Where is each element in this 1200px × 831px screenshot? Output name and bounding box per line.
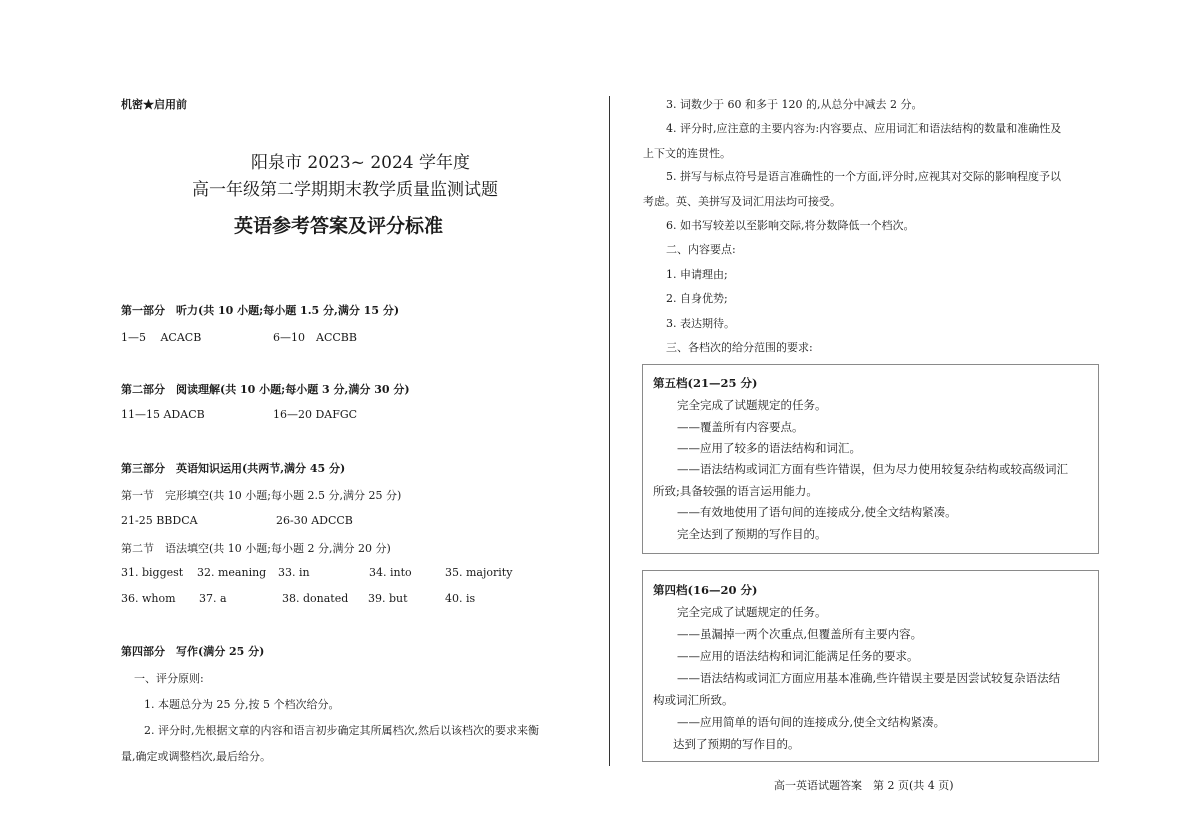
principle-2: 2. 评分时,先根据文章的内容和语言初步确定其所属档次,然后以该档次的要求来衡 — [144, 724, 539, 737]
title-exam: 高一年级第二学期期末教学质量监测试题 — [192, 180, 498, 200]
level5-box — [642, 364, 1099, 554]
level4-title: 第四档(16—20 分) — [653, 583, 758, 597]
principle-1: 1. 本题总分为 25 分,按 5 个档次给分。 — [144, 698, 340, 711]
grammar-answer: 40. is — [445, 592, 476, 605]
column-divider — [609, 96, 610, 766]
level4-line: 达到了预期的写作目的。 — [673, 737, 800, 751]
level4-line: ——语法结构或词汇方面应用基本准确,些许错误主要是因尝试较复杂语法结 — [677, 671, 1061, 685]
level4-box — [642, 570, 1099, 762]
part3-heading: 第三部分 英语知识运用(共两节,满分 45 分) — [121, 462, 346, 475]
grammar-answer: 32. meaning — [197, 566, 267, 579]
grammar-answer: 35. majority — [445, 566, 513, 579]
level5-line: ——有效地使用了语句间的连接成分,使全文结构紧凑。 — [677, 505, 957, 519]
principle-6: 6. 如书写较差以至影响交际,将分数降低一个档次。 — [666, 219, 915, 232]
level5-line: ——应用了较多的语法结构和词汇。 — [677, 441, 861, 455]
part1-answer: 1—5 ACACB — [121, 331, 202, 344]
content-point: 2. 自身优势; — [666, 292, 728, 305]
part1-heading: 第一部分 听力(共 10 小题;每小题 1.5 分,满分 15 分) — [121, 304, 400, 317]
points-title: 二、内容要点: — [666, 243, 736, 256]
level5-title: 第五档(21—25 分) — [653, 376, 758, 390]
grammar-answer: 38. donated — [282, 592, 349, 605]
level5-line: 完全完成了试题规定的任务。 — [677, 398, 827, 412]
level4-line: 完全完成了试题规定的任务。 — [677, 605, 827, 619]
principle-5-cont: 考虑。英、美拼写及词汇用法均可接受。 — [643, 195, 841, 208]
content-point: 1. 申请理由; — [666, 268, 728, 281]
part2-heading: 第二部分 阅读理解(共 10 小题;每小题 3 分,满分 30 分) — [121, 383, 410, 396]
confidential-label: 机密★启用前 — [121, 98, 187, 111]
grammar-answer: 33. in — [278, 566, 310, 579]
part3-section1-answer: 26-30 ADCCB — [276, 514, 353, 527]
level4-line: ——应用简单的语句间的连接成分,使全文结构紧凑。 — [677, 715, 946, 729]
principle-4-cont: 上下文的连贯性。 — [643, 147, 731, 160]
principle-5: 5. 拼写与标点符号是语言准确性的一个方面,评分时,应视其对交际的影响程度予以 — [666, 170, 1061, 183]
part3-section2-heading: 第二节 语法填空(共 10 小题;每小题 2 分,满分 20 分) — [121, 542, 391, 555]
principle-2-cont: 量,确定或调整档次,最后给分。 — [121, 750, 271, 763]
part2-answer: 11—15 ADACB — [121, 408, 205, 421]
level4-line: ——应用的语法结构和词汇能满足任务的要求。 — [677, 649, 919, 663]
page-title: 英语参考答案及评分标准 — [234, 215, 444, 237]
grammar-answer: 36. whom — [121, 592, 176, 605]
level4-line: ——虽漏掉一两个次重点,但覆盖所有主要内容。 — [677, 627, 923, 641]
part4-heading: 第四部分 写作(满分 25 分) — [121, 645, 265, 658]
grammar-answer: 39. but — [368, 592, 408, 605]
content-point: 3. 表达期待。 — [666, 317, 735, 330]
level5-line: ——覆盖所有内容要点。 — [677, 420, 804, 434]
level5-line: 所致;具备较强的语言运用能力。 — [653, 484, 818, 498]
page-footer: 高一英语试题答案 第 2 页(共 4 页) — [774, 779, 954, 792]
title-year: 阳泉市 2023~ 2024 学年度 — [251, 153, 470, 173]
part1-answer: 6—10 ACCBB — [273, 331, 357, 344]
levels-title: 三、各档次的给分范围的要求: — [666, 341, 813, 354]
principle-4: 4. 评分时,应注意的主要内容为:内容要点、应用词汇和语法结构的数量和准确性及 — [666, 122, 1062, 135]
principle-3: 3. 词数少于 60 和多于 120 的,从总分中减去 2 分。 — [666, 98, 923, 111]
part2-answer: 16—20 DAFGC — [273, 408, 358, 421]
level5-line: ——语法结构或词汇方面有些许错误，但为尽力使用较复杂结构或较高级词汇 — [677, 462, 1068, 476]
part3-section1-heading: 第一节 完形填空(共 10 小题;每小题 2.5 分,满分 25 分) — [121, 489, 402, 502]
grammar-answer: 37. a — [199, 592, 227, 605]
principles-title: 一、评分原则: — [134, 672, 204, 685]
grammar-answer: 34. into — [369, 566, 412, 579]
grammar-answer: 31. biggest — [121, 566, 184, 579]
part3-section1-answer: 21-25 BBDCA — [121, 514, 198, 527]
level5-line: 完全达到了预期的写作目的。 — [677, 527, 827, 541]
level4-line: 构或词汇所致。 — [653, 693, 734, 707]
